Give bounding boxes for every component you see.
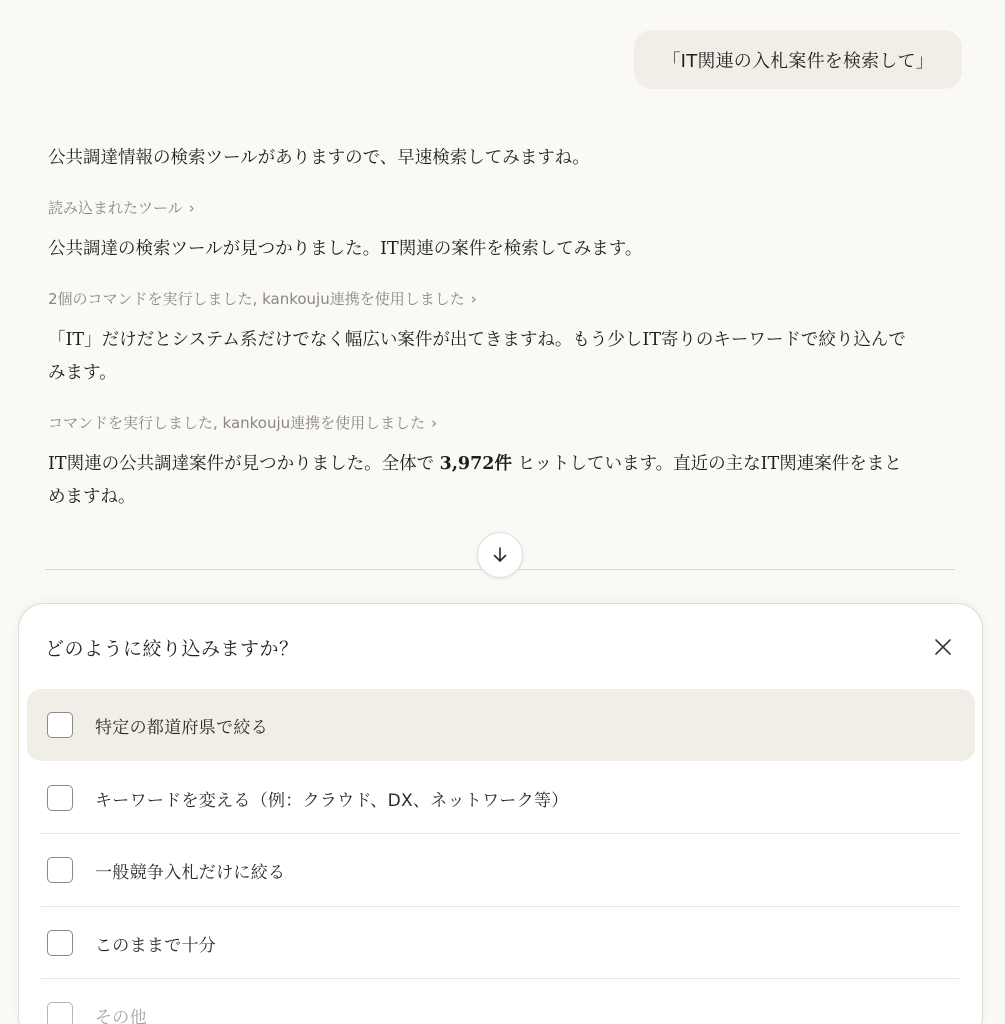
hit-count: 3,972件 xyxy=(439,454,512,474)
assistant-paragraph-2: 公共調達の検索ツールが見つかりました。IT関連の案件を検索してみます。 xyxy=(48,239,643,259)
option-sufficient[interactable] xyxy=(27,907,975,979)
paragraph-4-pre: IT関連の公共調達案件が見つかりました。全体で xyxy=(48,454,440,474)
option-label: キーワードを変える（例：クラウド、DX、ネットワーク等） xyxy=(95,790,569,811)
question-sheet xyxy=(18,603,983,1024)
assistant-paragraph-3: 「IT」だけだとシステム系だけでなく幅広い案件が出てきますね。もう少しIT寄りのキーワードで絞り込んでみます。 xyxy=(48,330,906,383)
close-icon xyxy=(934,638,952,656)
checkbox[interactable] xyxy=(47,930,73,956)
checkbox[interactable] xyxy=(47,785,73,811)
assistant-paragraph-4 xyxy=(48,448,918,514)
checkbox[interactable] xyxy=(47,857,73,883)
tool-summary-loaded-tools[interactable] xyxy=(48,197,928,219)
tool-summary-label: コマンドを実行しました, kankouju連携を使用しました xyxy=(48,414,426,432)
assistant-paragraph-1: 公共調達情報の検索ツールがありますので、早速検索してみますね。 xyxy=(48,148,590,168)
paragraph-4-post: ヒットしています。直近の主なIT関連案件をまとめますね。 xyxy=(48,454,902,507)
tool-summary-label: 読み込まれたツール xyxy=(48,199,183,217)
option-label: 特定の都道府県で絞る xyxy=(95,717,268,738)
arrow-down-icon xyxy=(491,546,509,564)
user-message-bubble xyxy=(634,30,962,89)
close-button[interactable] xyxy=(930,634,956,660)
option-label: このままで十分 xyxy=(95,935,217,956)
tool-summary-label: 2個のコマンドを実行しました, kankouju連携を使用しました xyxy=(48,290,465,308)
option-general-competitive[interactable] xyxy=(27,834,975,906)
option-other[interactable] xyxy=(27,979,975,1024)
option-change-keyword[interactable] xyxy=(27,762,975,834)
sheet-title: どのように絞り込みますか？ xyxy=(45,638,299,660)
tool-summary-command[interactable] xyxy=(48,412,928,434)
option-label: その他 xyxy=(95,1007,147,1024)
chevron-right-icon: › xyxy=(431,414,438,432)
tool-summary-commands[interactable] xyxy=(48,288,928,310)
option-prefecture[interactable] xyxy=(27,689,975,761)
checkbox[interactable] xyxy=(47,1002,73,1024)
scroll-down-button[interactable] xyxy=(477,532,523,578)
chevron-right-icon: › xyxy=(470,290,477,308)
checkbox[interactable] xyxy=(47,712,73,738)
option-label: 一般競争入札だけに絞る xyxy=(95,862,286,883)
user-message-text: 「IT関連の入札案件を検索して」 xyxy=(662,50,934,72)
chevron-right-icon: › xyxy=(188,199,195,217)
assistant-message xyxy=(48,142,928,514)
